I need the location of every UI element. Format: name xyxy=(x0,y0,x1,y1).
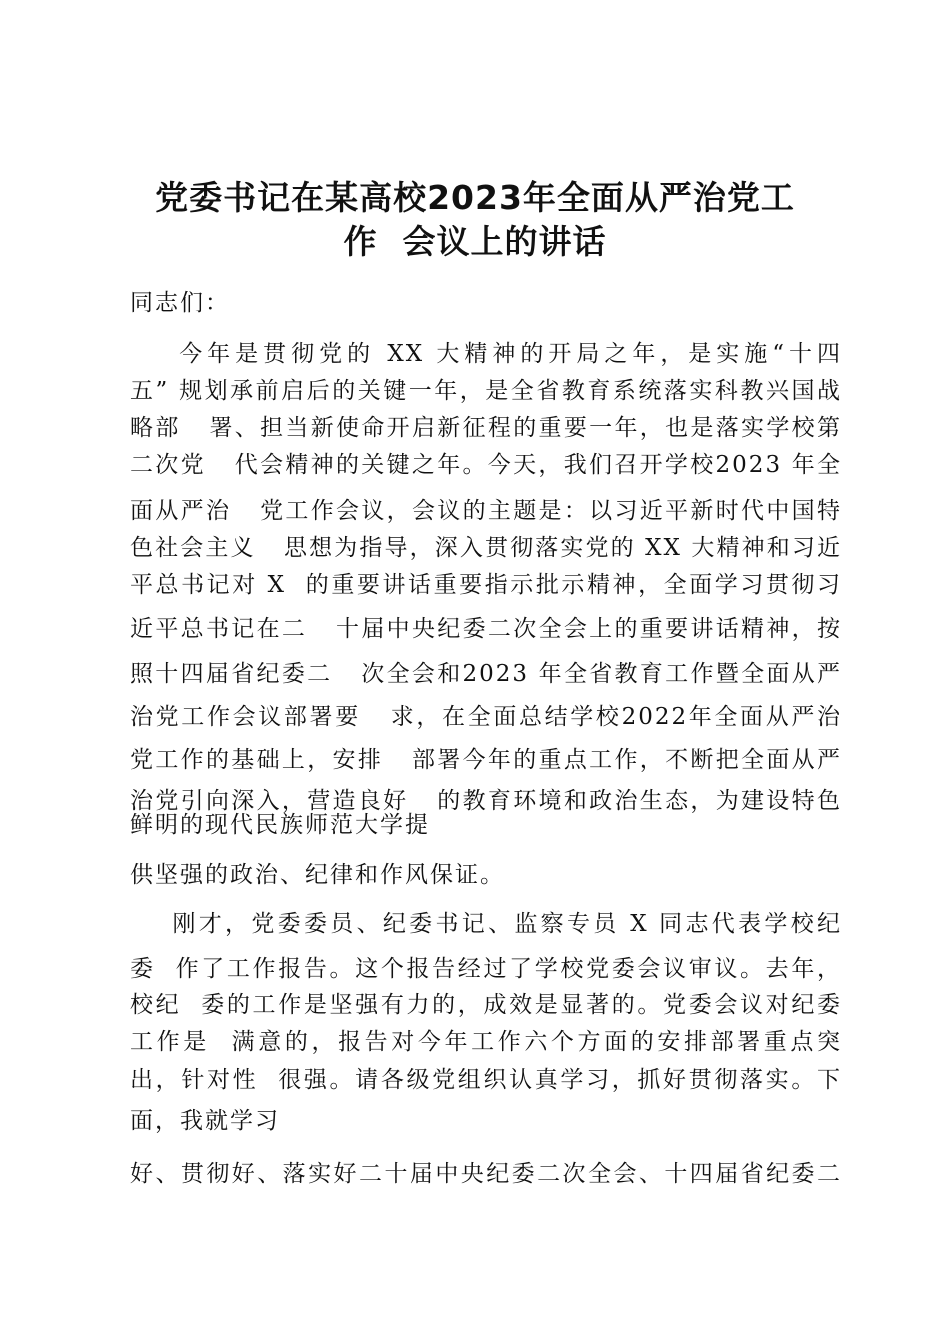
paragraph-1-line-6: 色社会主义 思想为指导，深入贯彻落实党的 XX 大精神和习近 xyxy=(130,535,842,561)
paragraph-1-line-5: 面从严治 党工作会议，会议的主题是：以习近平新时代中国特 xyxy=(130,498,842,524)
document-title-line-1: 党委书记在某高校2023年全面从严治党工 xyxy=(155,178,795,217)
paragraph-1-line-3: 略部 署、担当新使命开启新征程的重要一年，也是落实学校第 xyxy=(130,415,842,441)
paragraph-1-line-8: 近平总书记在二 十届中央纪委二次全会上的重要讲话精神，按 xyxy=(130,616,842,642)
paragraph-1-line-9: 照十四届省纪委二 次全会和2023 年全省教育工作暨全面从严 xyxy=(130,661,842,687)
paragraph-3-line-1: 刚才，党委委员、纪委书记、监察专员 X 同志代表学校纪 xyxy=(130,911,842,937)
salutation: 同志们： xyxy=(130,290,230,316)
paragraph-2-line-1: 供坚强的政治、纪律和作风保证。 xyxy=(130,862,505,888)
paragraph-1-line-1: 今年是贯彻党的 XX 大精神的开局之年，是实施“十四 xyxy=(130,341,842,367)
paragraph-1-line-4: 二次党 代会精神的关键之年。今天，我们召开学校2023 年全 xyxy=(130,452,842,478)
paragraph-3-line-5: 出，针对性 很强。请各级党组织认真学习，抓好贯彻落实。下 xyxy=(130,1067,842,1093)
document-title-line-2: 作 会议上的讲话 xyxy=(343,222,607,261)
paragraph-3-line-2: 委 作了工作报告。这个报告经过了学校党委会议审议。去年， xyxy=(130,956,842,982)
paragraph-3-line-6: 面，我就学习 xyxy=(130,1108,280,1134)
paragraph-1-line-13: 鲜明的现代民族师范大学提 xyxy=(130,812,430,838)
paragraph-1-line-12: 治党引向深入，营造良好 的教育环境和政治生态，为建设特色 xyxy=(130,788,842,814)
paragraph-1-line-2: 五” 规划承前启后的关键一年，是全省教育系统落实科教兴国战 xyxy=(130,378,842,404)
paragraph-1-line-7: 平总书记对 X 的重要讲话重要指示批示精神，全面学习贯彻习 xyxy=(130,572,842,598)
paragraph-1-line-10: 治党工作会议部署要 求，在全面总结学校2022年全面从严治 xyxy=(130,704,842,730)
paragraph-1-line-11: 党工作的基础上，安排 部署今年的重点工作，不断把全面从严 xyxy=(130,747,842,773)
paragraph-4-line-1: 好、贯彻好、落实好二十届中央纪委二次全会、十四届省纪委二 xyxy=(130,1161,842,1187)
paragraph-3-line-3: 校纪 委的工作是坚强有力的，成效是显著的。党委会议对纪委 xyxy=(130,992,842,1018)
paragraph-3-line-4: 工作是 满意的，报告对今年工作六个方面的安排部署重点突 xyxy=(130,1029,842,1055)
